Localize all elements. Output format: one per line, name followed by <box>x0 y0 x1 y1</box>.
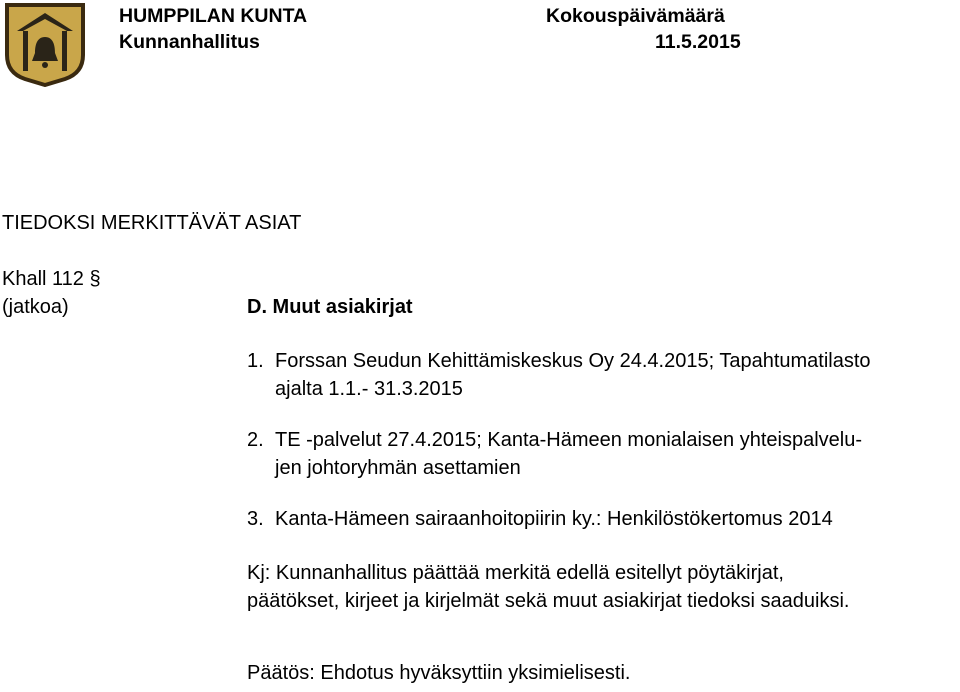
proposal <box>247 559 849 615</box>
bell-clapper <box>42 62 48 68</box>
belfry-right-post <box>62 31 67 71</box>
municipality-name: HUMPPILAN KUNTA <box>119 5 308 27</box>
meeting-date: 11.5.2015 <box>655 31 741 53</box>
item-number: 3. <box>247 508 264 530</box>
item-text: Kanta-Hämeen sairaanhoitopiirin ky.: Henkilöstökertomus 2014 <box>275 508 833 530</box>
section-sign: § <box>89 268 101 290</box>
meeting-date-label: Kokouspäivämäärä <box>546 5 725 27</box>
item-text: TE -palvelut 27.4.2015; Kanta-Hämeen monialaisen yhteispalvelu- <box>275 429 863 451</box>
item-text-continued: jen johtoryhmän asettamien <box>275 457 521 479</box>
list-item <box>247 347 871 403</box>
item-text-continued: ajalta 1.1.- 31.3.2015 <box>275 378 463 400</box>
reference-continued: (jatkoa) <box>2 296 69 318</box>
proposal-line: päätökset, kirjeet ja kirjelmät sekä muut asiakirjat tiedoksi saaduiksi. <box>247 590 850 612</box>
section-title: TIEDOKSI MERKITTÄVÄT ASIAT <box>2 212 302 234</box>
list-item <box>247 426 862 482</box>
decision: Päätös: Ehdotus hyväksyttiin yksimielisesti. <box>247 662 631 684</box>
subsection-heading: D. Muut asiakirjat <box>247 296 413 318</box>
belfry-left-post <box>23 31 28 71</box>
item-number: 2. <box>247 429 264 451</box>
proposal-line: Kj: Kunnanhallitus päättää merkitä edellä esitellyt pöytäkirjat, <box>247 562 784 584</box>
item-number: 1. <box>247 350 264 372</box>
list-item <box>247 505 833 533</box>
governing-body: Kunnanhallitus <box>119 31 260 53</box>
coat-of-arms-logo <box>3 3 87 87</box>
reference-line <box>2 268 101 291</box>
reference-number: Khall 112 <box>2 268 84 290</box>
item-text: Forssan Seudun Kehittämiskeskus Oy 24.4.2015; Tapahtumatilasto <box>275 350 871 372</box>
